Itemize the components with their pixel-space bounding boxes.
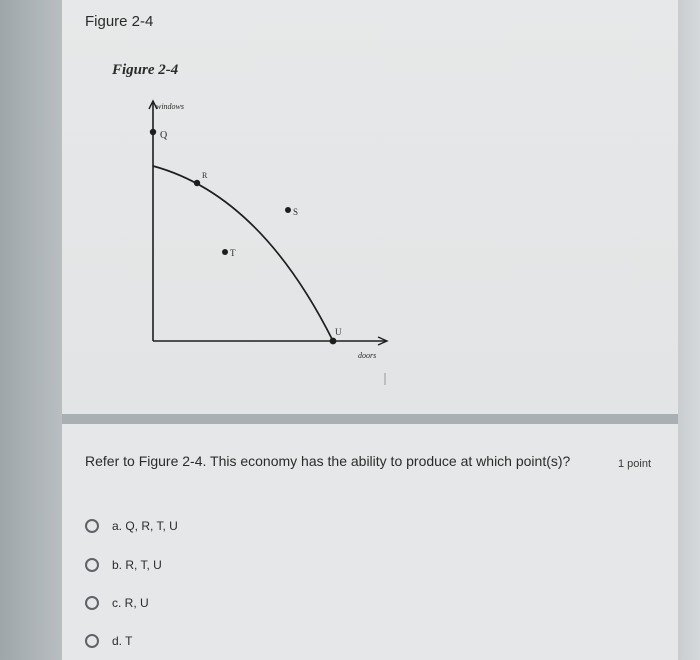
ppf-curve [153, 166, 333, 341]
page-background-right [678, 0, 700, 660]
points-label: 1 point [618, 458, 652, 470]
ppf-chart [140, 95, 410, 395]
option-c[interactable] [85, 593, 149, 613]
point-r-label: R [202, 171, 208, 180]
y-axis-label: windows [156, 102, 185, 111]
x-axis-label: doors [358, 351, 377, 360]
point-s [285, 207, 291, 213]
page-background-left [0, 0, 62, 660]
option-d[interactable] [85, 631, 132, 651]
figure-caption: Figure 2-4 [112, 62, 179, 78]
point-q-label: Q [160, 130, 168, 141]
radio-button[interactable] [85, 558, 99, 572]
option-b[interactable] [85, 555, 162, 575]
point-u [330, 338, 337, 345]
option-label: b. R, T, U [112, 558, 162, 572]
option-label: c. R, U [112, 596, 149, 610]
figure-title: Figure 2-4 [85, 13, 154, 30]
point-r [194, 180, 200, 186]
point-s-label: S [293, 207, 299, 217]
radio-button[interactable] [85, 596, 99, 610]
point-t [222, 249, 228, 255]
question-text: Refer to Figure 2-4. This economy has the ability to produce at which point(s)? [85, 453, 571, 469]
point-t-label: T [230, 248, 236, 258]
option-a[interactable] [85, 516, 178, 536]
radio-button[interactable] [85, 634, 99, 648]
option-label: a. Q, R, T, U [112, 519, 178, 533]
radio-button[interactable] [85, 519, 99, 533]
point-q [150, 129, 156, 135]
point-u-label: U [335, 327, 342, 337]
option-label: d. T [112, 634, 133, 648]
